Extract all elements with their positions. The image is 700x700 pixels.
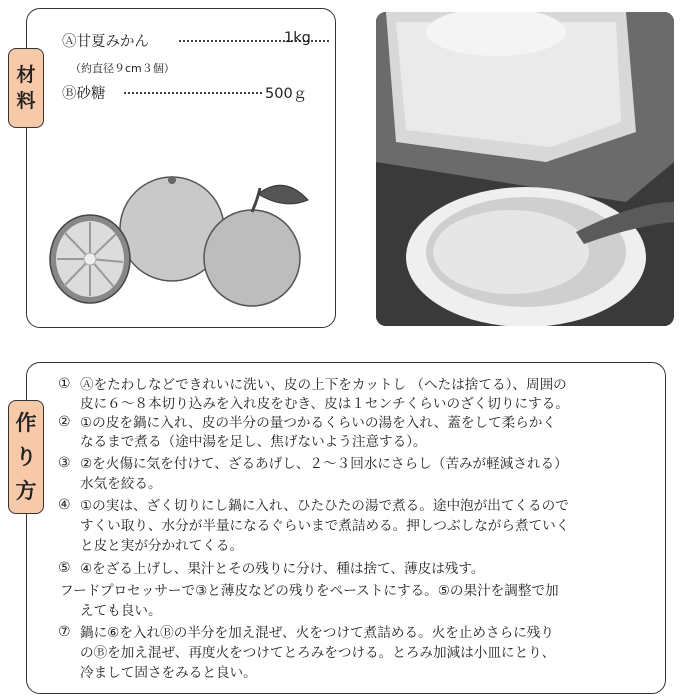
materials-tab [8, 48, 44, 128]
step-text: ②を火傷に気を付けて、ざるあげし、２～３回水にさらし（苦みが軽減される） [80, 456, 568, 472]
ingredient-a-name: Ⓐ甘夏みかん [62, 34, 149, 50]
ingredient-row-b [62, 82, 322, 102]
step-number: ① [58, 376, 71, 392]
materials-tab-char-2: 料 [16, 90, 36, 112]
step-text: ①の実は、ざく切りにし鍋に入れ、ひたひたの湯で煮る。途中泡が出てくるので [80, 498, 569, 514]
step-text: えても良い。 [80, 603, 162, 619]
method-tab-char-1: 作 [15, 410, 37, 435]
step-number: ⑦ [58, 624, 71, 640]
step-text: と皮と実が分かれてくる。 [80, 538, 244, 554]
step-text: Ⓐをたわしなどできれいに洗い、皮の上下をカットし （へたは捨てる）、周囲の [80, 377, 567, 393]
leader-dots [124, 92, 262, 94]
materials-tab-char-1: 材 [16, 64, 36, 86]
step-text: 水気を絞る。 [80, 476, 162, 492]
step-text: のⒷを加え混ぜ、再度火をつけてとろみをつける。とろみ加減は小皿にとり、 [80, 645, 556, 661]
step-text: 鍋に⑥を入れⒷの半分を加え混ぜ、火をつけて煮詰める。火を止めさらに残り [80, 625, 554, 641]
step-number: ④ [58, 497, 71, 513]
step-text: 冷まして固さをみると良い。 [80, 665, 257, 681]
step-text: 皮に６～８本切り込みを入れ皮をむき、皮は１センチくらいのざく切りにする。 [80, 396, 569, 412]
method-tab-char-3: 方 [15, 478, 37, 503]
step-text: フードプロセッサーで③と薄皮などの残りをペーストにする。⑤の果汁を調整で加 [60, 583, 559, 599]
amanatsu-illustration [44, 174, 316, 314]
ingredient-b-qty: 500ｇ [265, 86, 308, 102]
marmalade-photo [376, 12, 674, 326]
step-text: なるまで煮る（途中湯を足し、焦げないよう注意する）。 [80, 434, 427, 450]
step-text: ①の皮を鍋に入れ、皮の半分の量つかるくらいの湯を入れ、蓋をして柔らかく [80, 415, 557, 431]
method-tab-char-2: り [15, 444, 37, 469]
ingredient-a-qty: 1kg [284, 30, 311, 46]
method-tab [8, 400, 44, 514]
step-number: ② [58, 414, 71, 430]
ingredient-a-note: （約直径９cm３個） [70, 62, 175, 75]
step-text: ④をざる上げし、果汁とその残りに分け、種は捨て、薄皮は残す。 [80, 561, 485, 577]
ingredient-b-name: Ⓑ砂糖 [62, 86, 106, 102]
step-number: ③ [58, 455, 71, 471]
ingredient-row-a [62, 30, 322, 50]
step-text: すくい取り、水分が半量になるぐらいまで煮詰める。押しつぶしながら煮ていく [80, 518, 570, 534]
step-number: ⑤ [58, 560, 71, 576]
